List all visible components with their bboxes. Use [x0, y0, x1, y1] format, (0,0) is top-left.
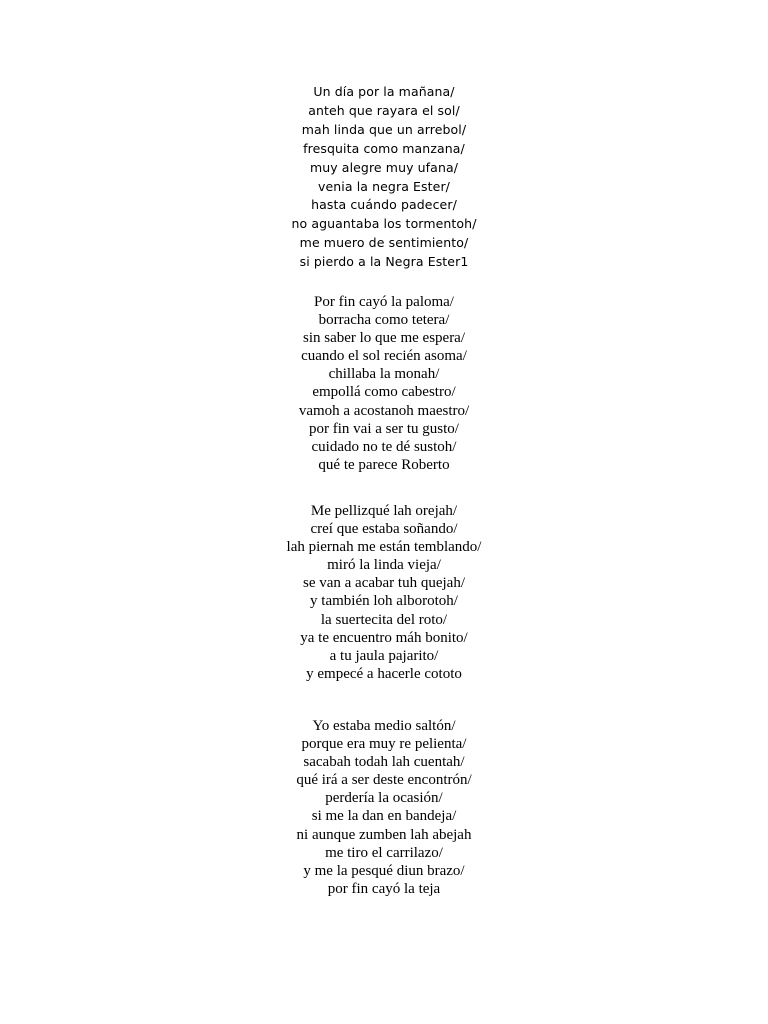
- verse-line: borracha como tetera/: [318, 312, 450, 329]
- verse-line: ya te encuentro máh bonito/: [300, 629, 468, 646]
- verse-line: me muero de sentimiento/: [299, 235, 469, 251]
- verse-line: empollá como cabestro/: [312, 384, 456, 401]
- verse-line: sacabah todah lah cuentah/: [303, 754, 465, 771]
- verse-line: qué te parece Roberto: [318, 456, 450, 473]
- verse-line: por fin cayó la teja: [327, 880, 441, 897]
- verse-line: y me la pesqué diun brazo/: [303, 862, 465, 879]
- verse-line: y empecé a hacerle cototo: [306, 665, 462, 682]
- verse-line: chillaba la monah/: [328, 366, 440, 383]
- verse-line: por fin vai a ser tu gusto/: [309, 420, 459, 437]
- verse-line: anteh que rayara el sol/: [308, 102, 460, 118]
- verse-line: la suertecita del roto/: [320, 611, 448, 628]
- verse-line: y también loh alborotoh/: [310, 593, 458, 610]
- verse-line: venia la negra Ester/: [318, 178, 450, 194]
- stanza-3: [0, 502, 768, 683]
- verse-line: me tiro el carrilazo/: [325, 844, 443, 861]
- verse-line: ni aunque zumben lah abejah: [296, 826, 472, 843]
- verse-line: Me pellizqué lah orejah/: [310, 503, 458, 519]
- verse-line: creí que estaba soñando/: [310, 521, 458, 538]
- verse-line: vamoh a acostanoh maestro/: [298, 402, 470, 419]
- verse-line: perdería la ocasión/: [325, 790, 443, 807]
- stanza-1: [0, 83, 768, 272]
- verse-line: hasta cuándo padecer/: [311, 197, 457, 213]
- verse-line: se van a acabar tuh quejah/: [302, 575, 465, 592]
- verse-line: a tu jaula pajarito/: [329, 647, 439, 664]
- verse-line: si me la dan en bandeja/: [311, 808, 457, 825]
- verse-line: cuidado no te dé sustoh/: [311, 438, 457, 455]
- verse-line: cuando el sol recién asoma/: [301, 348, 467, 365]
- verse-line: sin saber lo que me espera/: [302, 330, 466, 347]
- verse-line: no aguantaba los tormentoh/: [291, 216, 477, 232]
- stanza-4: [0, 717, 768, 898]
- verse-line: Yo estaba medio saltón/: [312, 718, 456, 734]
- verse-line: lah piernah me están temblando/: [286, 539, 482, 556]
- stanza-2: [0, 293, 768, 474]
- verse-line: qué irá a ser deste encontrón/: [296, 772, 472, 789]
- verse-line: fresquita como manzana/: [303, 140, 465, 156]
- verse-line: miró la linda vieja/: [327, 557, 441, 574]
- verse-line: Un día por la mañana/: [313, 84, 455, 99]
- verse-line: si pierdo a la Negra Ester1: [299, 254, 469, 270]
- verse-line: mah linda que un arrebol/: [301, 121, 467, 137]
- verse-line: muy alegre muy ufana/: [309, 159, 459, 175]
- verse-line: porque era muy re pelienta/: [301, 736, 467, 753]
- verse-line: Por fin cayó la paloma/: [314, 294, 454, 310]
